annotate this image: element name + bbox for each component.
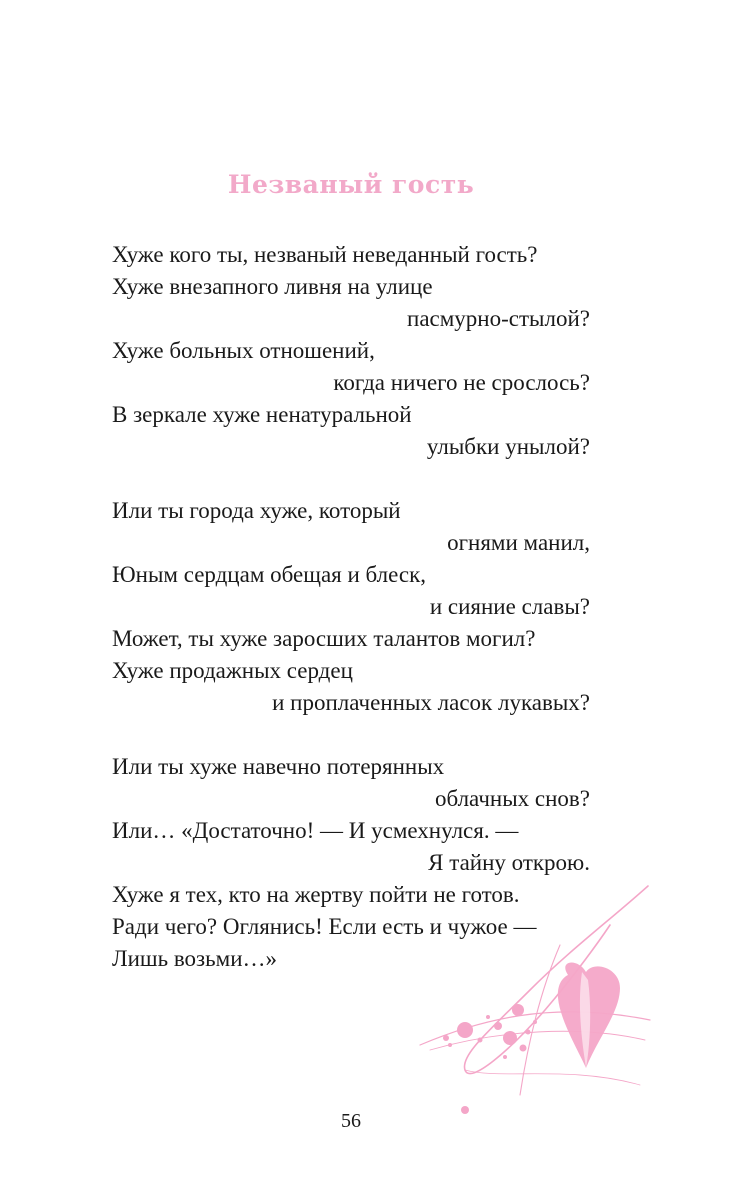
pink-ink-heart-flourish-icon <box>410 880 660 1120</box>
stanza-break <box>112 463 590 495</box>
poem-line: и сияние славы? <box>429 594 590 619</box>
stanza-break <box>112 719 590 751</box>
poem-line: Лишь возьми…» <box>112 946 277 971</box>
poem-line: Я тайну открою. <box>428 850 590 875</box>
poem-line: Хуже больных отношений, <box>112 338 375 363</box>
poem-line: Или ты города хуже, который <box>112 498 401 523</box>
poem-line: Или… «Достаточно! — И усмехнулся. — <box>112 818 519 843</box>
poem-line: улыбки унылой? <box>426 434 590 459</box>
poem-body <box>112 239 590 975</box>
poem-line: Хуже кого ты, незваный неведанный гость? <box>112 242 538 267</box>
poem-line: Хуже внезапного ливня на улице <box>112 274 433 299</box>
page-number: 56 <box>341 1110 361 1132</box>
poem-line: когда ничего не срослось? <box>333 370 590 395</box>
poem-line: Может, ты хуже заросших талантов могил? <box>112 626 536 651</box>
poem-line: В зеркале хуже ненатуральной <box>112 402 412 427</box>
poem-line: Хуже я тех, кто на жертву пойти не готов. <box>112 882 520 907</box>
poem-title: Незваный гость <box>227 170 475 199</box>
poem-line: Юным сердцам обещая и блеск, <box>112 562 427 587</box>
poem-line: Хуже продажных сердец <box>112 658 353 683</box>
poem-line: пасмурно-стылой? <box>407 306 590 331</box>
poem-line: огнями манил, <box>447 530 590 555</box>
poem-line: Или ты хуже навечно потерянных <box>112 754 445 779</box>
poem-line: и проплаченных ласок лукавых? <box>272 690 590 715</box>
poem-line: облачных снов? <box>434 786 590 811</box>
poem-line: Ради чего? Оглянись! Если есть и чужое — <box>112 914 537 939</box>
